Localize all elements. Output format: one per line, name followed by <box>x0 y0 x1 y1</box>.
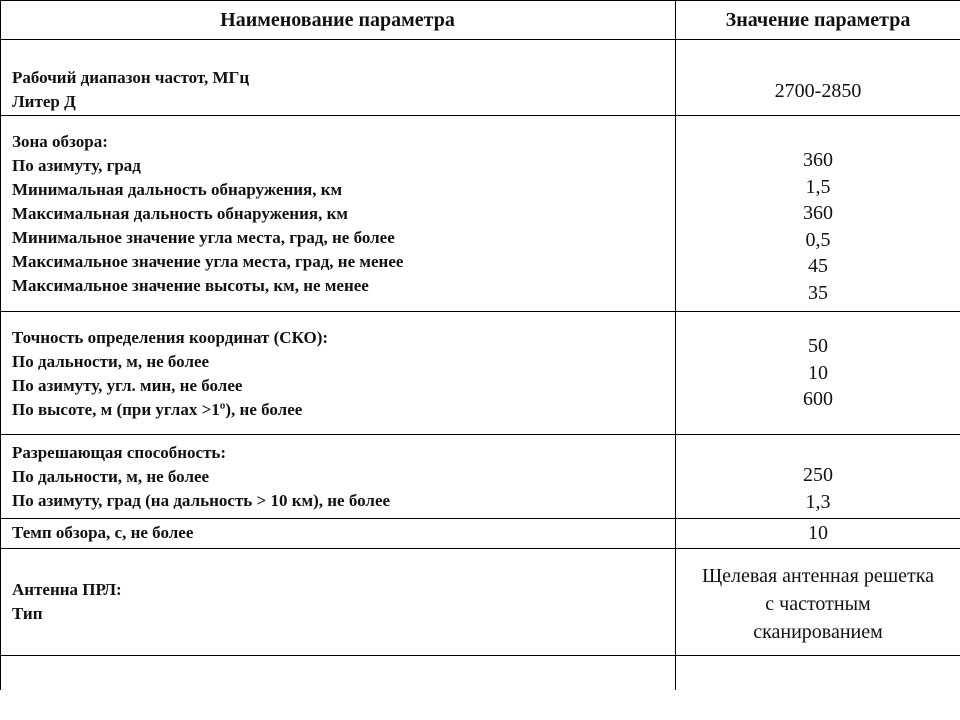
param-label: Рабочий диапазон частот, МГц <box>12 68 250 87</box>
param-value: 2700-2850 <box>774 80 862 102</box>
param-value: 250 <box>803 464 833 486</box>
param-label: По азимуту, угл. мин, не более <box>12 376 243 395</box>
row-antenna-values <box>676 562 960 646</box>
header-parameter-name: Наименование параметра <box>220 9 455 31</box>
param-value: сканированием <box>753 621 883 643</box>
row-divider <box>0 115 960 116</box>
param-label: Разрешающая способность: <box>12 443 227 462</box>
row-resolution-values <box>676 462 960 515</box>
table-border-left <box>0 0 1 690</box>
row-coverage-values <box>676 147 960 306</box>
row-coverage-params <box>12 130 403 298</box>
param-value: 45 <box>808 255 828 277</box>
param-label: Максимальное значение высоты, км, не менее <box>12 276 369 295</box>
param-label: По азимуту, град <box>12 156 141 175</box>
table-border-top <box>0 0 960 1</box>
row-scan-rate-params <box>12 521 193 545</box>
row-divider <box>0 518 960 519</box>
param-label: Темп обзора, с, не более <box>12 523 194 542</box>
param-value: Щелевая антенная решетка <box>701 565 935 587</box>
param-value: 0,5 <box>805 228 831 251</box>
row-frequency-values <box>676 78 960 105</box>
param-label: Минимальная дальность обнаружения, км <box>12 180 343 199</box>
row-accuracy-values <box>676 333 960 413</box>
param-value: 10 <box>808 522 828 544</box>
param-label: Максимальная дальность обнаружения, км <box>12 204 348 223</box>
header-divider <box>0 39 960 40</box>
param-label: Минимальное значение угла места, град, не более <box>12 228 395 247</box>
param-value: 600 <box>803 388 833 410</box>
param-value: 360 <box>803 202 833 224</box>
row-divider <box>0 434 960 435</box>
param-label: По дальности, м, не более <box>12 352 210 371</box>
row-divider <box>0 655 960 656</box>
param-value: с частотным <box>765 593 871 615</box>
param-value: 1,3 <box>805 490 831 513</box>
param-value: 35 <box>808 281 828 304</box>
param-label: По азимуту, град (на дальность > 10 км), не более <box>12 491 391 510</box>
row-divider <box>0 311 960 312</box>
param-label: Литер Д <box>12 92 76 111</box>
param-value: 50 <box>808 335 828 357</box>
param-label: Зона обзора: <box>12 132 108 151</box>
param-label: По дальности, м, не более <box>12 467 210 486</box>
row-scan-rate-values <box>676 520 960 547</box>
param-label: Тип <box>12 604 43 623</box>
param-value: 1,5 <box>805 175 831 198</box>
row-resolution-params <box>12 441 390 513</box>
row-divider <box>0 548 960 549</box>
param-label: Антенна ПРЛ: <box>12 580 122 599</box>
row-accuracy-params <box>12 326 328 422</box>
row-frequency-params <box>12 66 249 114</box>
param-label: Максимальное значение угла места, град, не менее <box>12 252 404 271</box>
param-label: По высоте, м (при углах >1º), не более <box>12 400 303 419</box>
header-parameter-value: Значение параметра <box>725 9 911 31</box>
param-value: 360 <box>803 149 833 171</box>
row-antenna-params <box>12 578 122 626</box>
param-value: 10 <box>808 361 828 384</box>
param-label: Точность определения координат (СКО): <box>12 328 329 347</box>
